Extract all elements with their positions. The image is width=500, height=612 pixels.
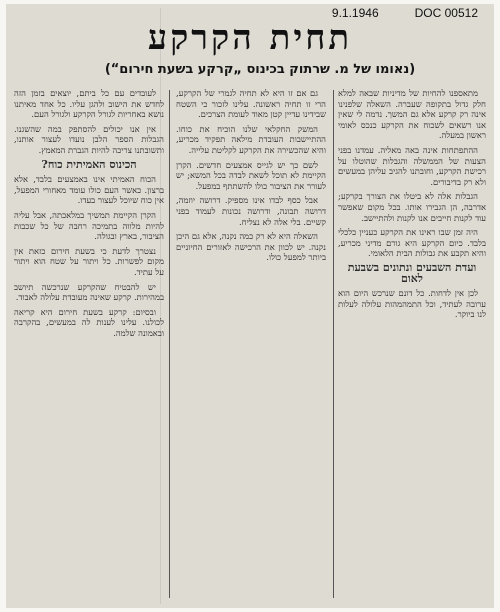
column-divider <box>169 90 170 598</box>
paragraph: גם אם זו היא לא תחיה לגמרי של הקרקע, הרי זו תחיה ראשונה. עלינו לזכור כי השטח שבידינו עדיין קטן מאוד לעומת הצרכים. <box>176 88 326 120</box>
paragraph: הכוח האמיתי אינו באמצעים בלבד, אלא ברצון. כאשר העם כולו עומד מאחורי המפעל, אין כוח שיוכל לעצור בעדו. <box>14 174 164 206</box>
paragraph: לכן אין לדחות. כל דונם שנרכש היום הוא ערובה לעתיד, וכל התמהמהות עלולה לעלות לנו ביוקר. <box>338 288 486 320</box>
article-subheadline: (נאומו של מ. שרתוק בכינוס „קרקע בשעת חירום“) <box>104 62 416 77</box>
paragraph: מתאספנו להחיות של מדיניות שבאה למלא חלק גדול בתקופה שעברה. השאלה שלפנינו אינה רק קרקע אלא גם המשך. נדמה לי שאין אנו רשאים לשכוח את הקרקע כנכס לאומי ראשון במעלה. <box>338 88 486 141</box>
paragraph: אין אנו יכולים להסתפק במה שהשגנו. הגבלות הספר הלבן נועדו לעצור אותנו, ותשובתנו צריכה להיות הגברת המאמץ. <box>14 123 164 155</box>
paragraph: הקרן הקיימת תמשיך במלאכתה, אבל עליה להיות מלווה בתמיכה רחבה של כל שכבות הציבור, בארץ ובגולה. <box>14 209 164 242</box>
paragraph: ההתפתחות אינה באה מאליה. עמדנו בפני הצעות של הממשלה והגבלות שהוטלו על רכישת הקרקע, וחובתנו להגיב עליהן במעשים ולא רק בדיבורים. <box>338 144 486 187</box>
paragraph: הגבלות אלה לא ביטלו את הצורך בקרקע; אדרבה, הן הגבירו אותו. בכל מקום שאפשר עוד לקנות חייבים אנו לקנות ולהתיישב. <box>338 191 486 223</box>
paragraph: אבל כסף לבדו אינו מספיק. דרושה יוזמה, דרושה תבונה, ודרושה נכונות לעמוד בפני קשיים. בלי אלה לא נצליח. <box>176 195 326 227</box>
article-column-right <box>338 88 486 598</box>
paragraph: היה זמן שבו ראינו את הקרקע כעניין כלכלי בלבד. כיום הקרקע היא גורם מדיני מכריע, והיא תקבע את גבולות הבית הלאומי. <box>338 227 486 259</box>
article-column-left <box>14 88 164 598</box>
article-headline: תחית הקרקע <box>147 18 353 58</box>
column-divider <box>333 90 334 598</box>
paragraph: יש להבטיח שהקרקע שנרכשה תיושב במהירות. קרקע שאינה מעובדת עלולה לאבוד. <box>14 281 164 303</box>
paragraph: ובסיום: קרקע בשעת חירום היא קריאה לכולנו. עלינו לענות לה במעשים, בהקרבה ובאמונה שלמה. <box>14 306 164 338</box>
paragraph: לעובדים עם כל ביתם, יוצאים בזמן הזה לחדש את הישוב ולהגן עליו. כל אחד מאיתנו נושא באחריות לגורל הקרקע ולגורל העם. <box>14 88 164 120</box>
section-subheading: ועדת השבעים ונתונים בשבעת לאום <box>347 260 477 285</box>
document-date: 9.1.1946 <box>331 6 379 20</box>
document-id: DOC 00512 <box>414 6 478 20</box>
paragraph: המשק החקלאי שלנו הוכיח את כוחו. ההתיישבות העובדת מילאה תפקיד מכריע, והיא שהכשירה את הקרקע לקליטת עלייה. <box>176 123 326 155</box>
paragraph: נצטרך לדעת כי בשעת חירום כזאת אין מקום לפשרות. כל ויתור על שטח הוא ויתור על עתיד. <box>14 245 164 277</box>
paragraph: השאלה היא לא רק כמה נקנה, אלא גם היכן נקנה. יש לכוון את הרכישה לאזורים החיוניים ביותר למפעל כולו. <box>176 231 326 263</box>
section-subheading: הכינוס האמיתית כוח? <box>41 157 137 171</box>
paragraph: לשם כך יש לגייס אמצעים חדשים. הקרן הקיימת לא תוכל לשאת לבדה בכל המשא; יש לעורר את הציבור כולו להשתתף במפעל. <box>176 159 326 191</box>
article-column-middle <box>176 88 326 598</box>
